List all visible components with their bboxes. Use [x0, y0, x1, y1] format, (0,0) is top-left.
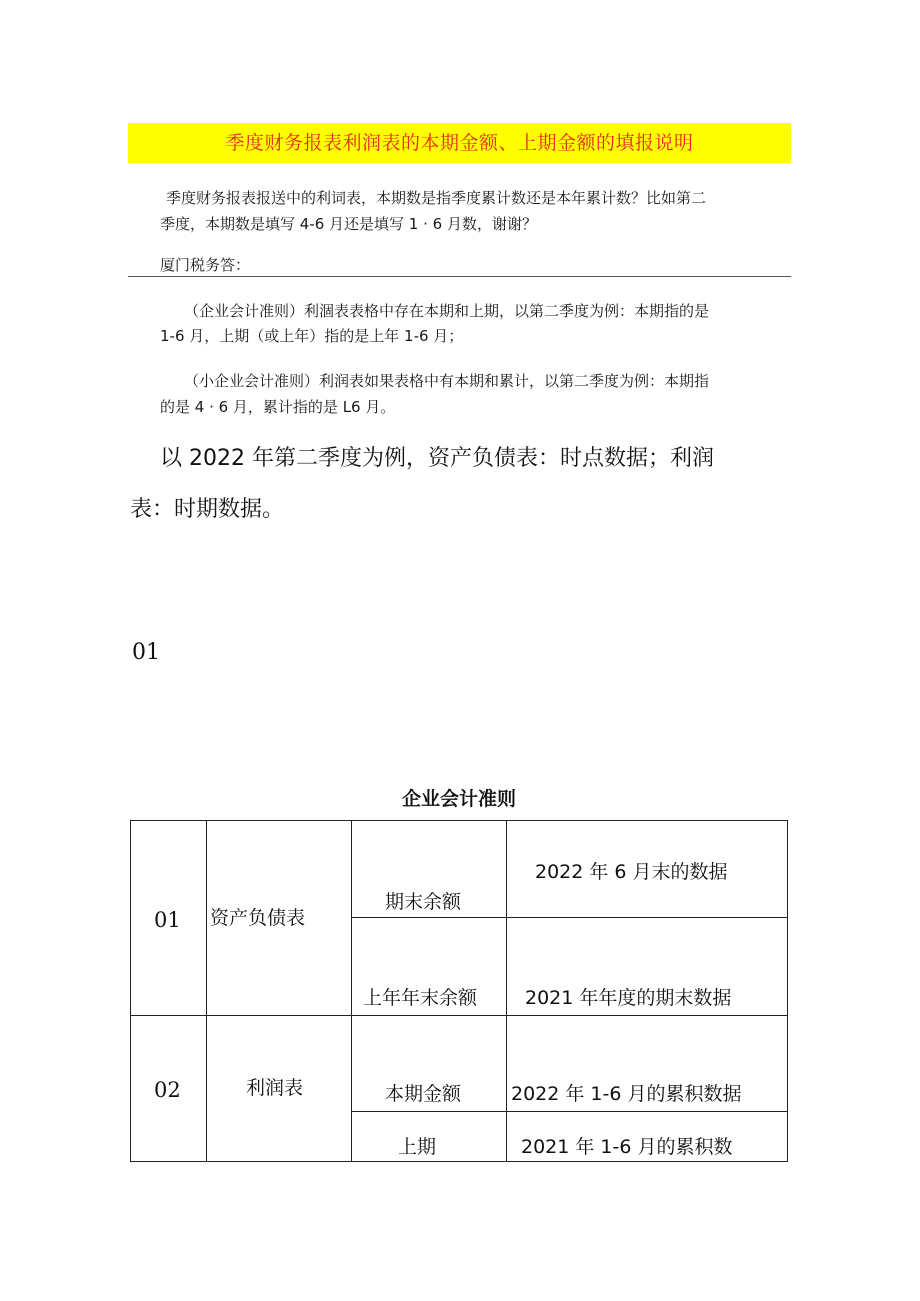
answer-small-line-2: 的是 4 · 6 月，累计指的是 L6 月。 [160, 398, 396, 416]
table-cell-no: 01 [154, 908, 181, 932]
answer-enterprise-line-1: （企业会计准则）利涸表表格中存在本期和上期，以第二季度为例：本期指的是 [184, 302, 710, 320]
section-number: 01 [132, 640, 160, 665]
table-title: 企业会计准则 [401, 788, 516, 810]
answer-enterprise-line-2: 1-6 月，上期（或上年）指的是上年 1-6 月； [160, 327, 464, 345]
table-col-divider [351, 820, 352, 1162]
standards-table [130, 820, 788, 1162]
table-col-divider [506, 820, 507, 1162]
table-cell-no: 02 [154, 1078, 181, 1102]
table-border-right [787, 820, 788, 1162]
table-cell-statement: 利润表 [246, 1077, 304, 1099]
table-cell-item: 上年年末余额 [363, 987, 478, 1009]
example-line-2: 表：时期数据。 [130, 497, 285, 522]
table-cell-item: 期末余额 [385, 891, 462, 913]
question-line-1: 季度财务报表报送中的利词表，本期数是指季度累计数还是本年累计数？比如第二 [166, 189, 707, 207]
table-row-divider [130, 1015, 788, 1016]
table-border-top [130, 820, 788, 821]
answer-label: 厦门税务答： [160, 256, 251, 274]
table-row-divider [351, 917, 788, 918]
table-cell-desc: 2022 年 1-6 月的累积数据 [511, 1083, 742, 1105]
table-cell-desc: 2022 年 6 月末的数据 [535, 861, 728, 883]
question-line-2: 季度，本期数是填写 4-6 月还是填写 1 · 6 月数，谢谢？ [160, 215, 537, 233]
example-line-1: 以 2022 年第二季度为例，资产负债表：时点数据；利润 [160, 446, 714, 471]
table-cell-item: 本期金额 [385, 1083, 462, 1105]
table-border-bottom [130, 1161, 788, 1162]
answer-small-line-1: （小企业会计准则）利润表如果表格中有本期和累计，以第二季度为例：本期指 [184, 372, 710, 390]
page-title: 季度财务报表利润表的本期金额、上期金额的填报说明 [128, 123, 791, 163]
table-cell-desc: 2021 年年度的期末数据 [525, 987, 732, 1009]
divider [128, 276, 791, 277]
table-cell-item: 上期 [398, 1136, 437, 1158]
table-col-divider [206, 820, 207, 1162]
table-cell-desc: 2021 年 1-6 月的累积数 [521, 1136, 733, 1158]
table-border-left [130, 820, 131, 1162]
table-cell-statement: 资产负债表 [210, 907, 306, 929]
table-row-divider [351, 1111, 788, 1112]
